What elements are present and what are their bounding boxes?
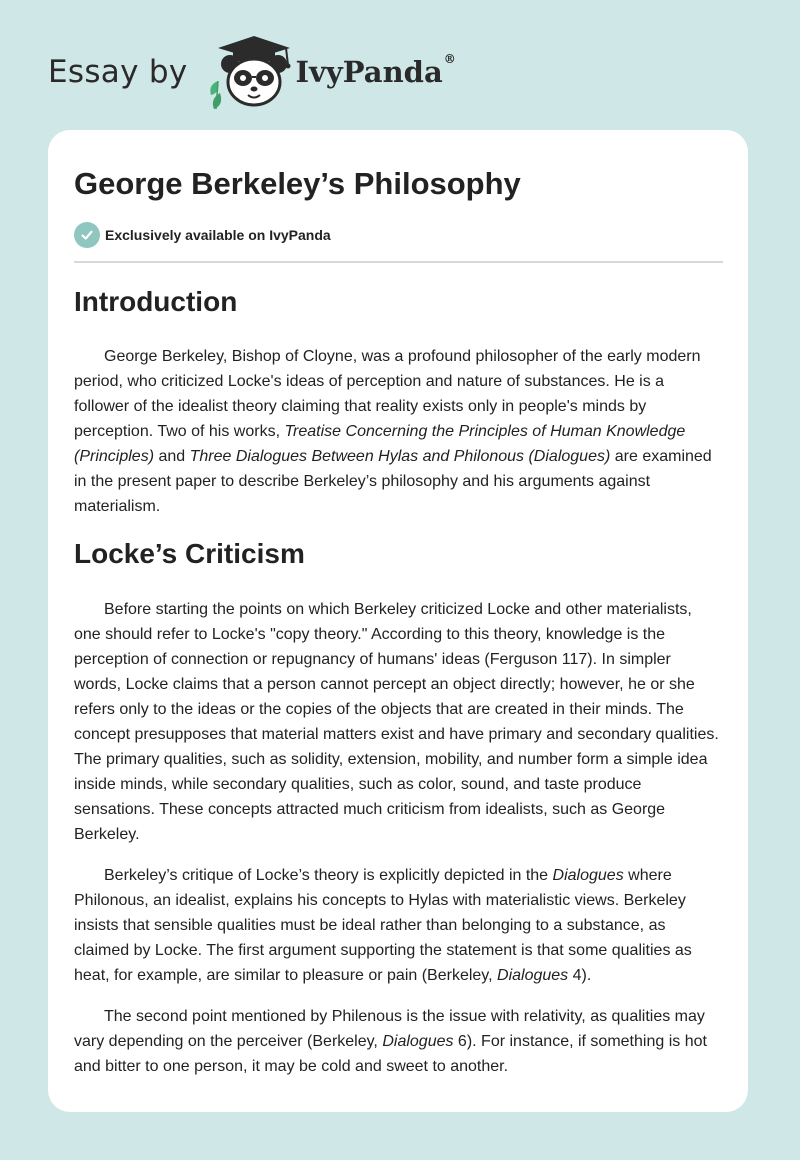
section-heading-introduction: Introduction xyxy=(74,286,238,317)
article-title: George Berkeley’s Philosophy xyxy=(74,166,521,201)
panda-graduate-logo-icon xyxy=(202,33,294,111)
paragraph: Before starting the points on which Berkeley criticized Locke and other materialists, one should refer to Locke's "copy theory." According to this theory, knowledge is the perception of connection or repugnancy of humans' ideas (Ferguson 117). In simpler words, Locke claims that a person cannot percept an object directly; however, he or she refers only to the ideas or the copies of the objects that are created in their minds. The concept presupposes that material matters exist and have primary and secondary qualities. The primary qualities, such as solidity, extension, mobility, and number form a simple idea inside minds, while secondary qualities, such as color, sound, and taste produce sensations. These concepts attracted much criticism from idealists, such as George Berkeley. xyxy=(74,601,719,843)
brand-prefix: Essay by xyxy=(48,54,188,90)
exclusive-badge-text: Exclusively available on IvyPanda xyxy=(105,227,331,243)
cited-title: Three Dialogues Between Hylas and Philonous (Dialogues) xyxy=(189,448,611,465)
paragraph: Berkeley’s critique of Locke’s theory is explicitly depicted in the Dialogues where Philonous, an idealist, explains his concepts to Hylas with materialistic views. Berkeley insists that sensible qualities must be ideal rather than belonging to a substance, as claimed by Locke. The first argument supporting the statement is that some qualities as heat, for example, are similar to pleasure or pain (Berkeley, Dialogues 4). xyxy=(74,867,692,984)
exclusive-badge xyxy=(74,222,331,248)
brand-name: IvyPanda® xyxy=(295,52,456,89)
paragraph: George Berkeley, Bishop of Cloyne, was a profound philosopher of the early modern period, who criticized Locke's ideas of perception and nature of substances. He is a follower of the idealist theory claiming that reality exists only in people's minds by perception. Two of his works, Treatise Concerning the Principles of Human Knowledge (Principles) and Three Dialogues Between Hylas and Philonous (Dialogues) are examined in the present paper to describe Berkeley’s philosophy and his arguments against materialism. xyxy=(74,348,712,515)
check-circle-icon xyxy=(74,222,100,248)
registered-mark: ® xyxy=(443,52,456,67)
site-brand[interactable] xyxy=(48,32,456,112)
title-divider xyxy=(74,261,723,263)
paragraph: The second point mentioned by Philenous is the issue with relativity, as qualities may vary depending on the perceiver (Berkeley, Dialogues 6). For instance, if something is hot and bitter to one person, it may be cold and sweet to another. xyxy=(74,1008,707,1075)
cited-title: Dialogues xyxy=(552,867,624,884)
cited-title: Treatise Concerning the Principles of Human Knowledge (Principles) xyxy=(74,423,686,465)
cited-title: Dialogues xyxy=(497,967,569,984)
cited-title: Dialogues xyxy=(382,1033,454,1050)
section-heading-lockes-criticism: Locke’s Criticism xyxy=(74,538,305,569)
article-card xyxy=(48,130,748,1112)
article-body xyxy=(74,280,722,1079)
